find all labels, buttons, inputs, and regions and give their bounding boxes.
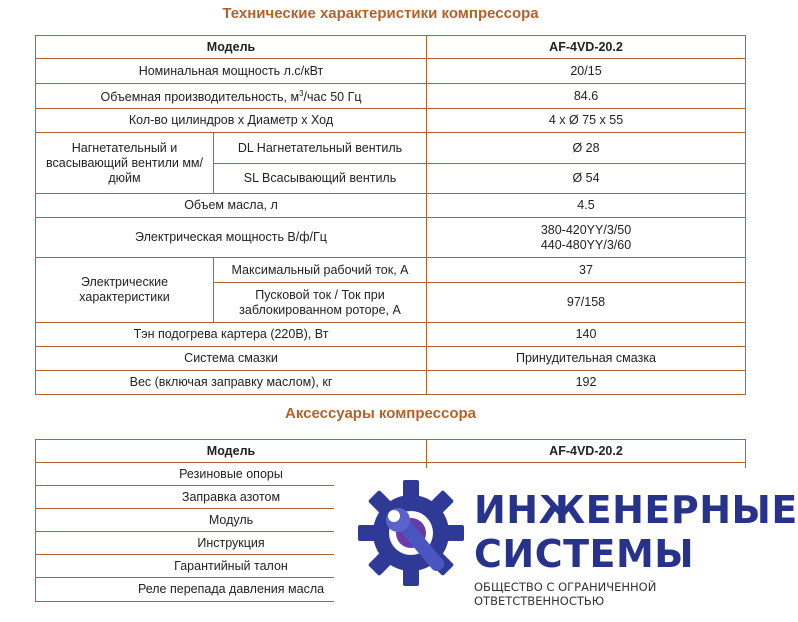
accessory-label: Заправка азотом [36,486,427,509]
valves-group-label: Нагнетательный и всасывающий вентили мм/дюйм [36,133,214,194]
watermark-line-1: ИНЖЕНЕРНЫЕ [474,488,798,532]
accessory-label: Резиновые опоры [36,463,427,486]
table-row [36,218,746,258]
displacement-label: Объемная производительность, $м^3$/час 50 Гц [36,84,427,109]
power-value: 20/15 [427,59,746,84]
electrical-group-label: Электрические характеристики [36,258,214,323]
accessory-label: Гарантийный талон [36,555,427,578]
discharge-valve-value: Ø 28 [427,133,746,164]
table-row [36,323,746,347]
accessories-header-row [36,440,746,463]
gear-wrench-icon [356,478,466,588]
accessory-label: Модуль [36,509,427,532]
table-row [36,194,746,218]
table-row [36,109,746,133]
weight-label: Вес (включая заправку маслом), кг [36,371,427,395]
lubrication-value: Принудительная смазка [427,347,746,371]
specs-title: Технические характеристики компрессора [222,5,539,22]
cylinders-label: Кол-во цилиндров х Диаметр х Ход [36,109,427,133]
max-current-value: 37 [427,258,746,283]
watermark-line-3: ОБЩЕСТВО С ОГРАНИЧЕННОЙ ОТВЕТСТВЕННОСТЬЮ [474,580,657,608]
cylinders-value: 4 х Ø 75 х 55 [427,109,746,133]
accessories-title: Аксессуары компрессора [284,405,477,422]
suction-valve-value: Ø 54 [427,164,746,194]
accessories-header-model: AF-4VD-20.2 [427,440,746,463]
specs-header-label: Модель [36,36,427,59]
lubrication-label: Система смазки [36,347,427,371]
discharge-valve-label: DL Нагнетательный вентиль [214,133,427,164]
watermark-logo [334,468,798,622]
oil-label: Объем масла, л [36,194,427,218]
accessory-label: Реле перепада давления масла [36,578,427,602]
specs-header-row [36,36,746,59]
start-current-label: Пусковой ток / Ток при заблокированном роторе, А [214,283,427,323]
power-label: Номинальная мощность л.с/кВт [36,59,427,84]
accessories-header-label: Модель [36,440,427,463]
table-row [36,59,746,84]
start-current-value: 97/158 [427,283,746,323]
weight-value: 192 [427,371,746,395]
table-row [36,371,746,395]
suction-valve-label: SL Всасывающий вентиль [214,164,427,194]
heater-value: 140 [427,323,746,347]
specs-table [35,35,746,395]
specs-header-model: AF-4VD-20.2 [427,36,746,59]
table-row [36,347,746,371]
table-row [36,258,746,283]
accessory-label: Инструкция [36,532,427,555]
oil-value: 4.5 [427,194,746,218]
displacement-value: 84.6 [427,84,746,109]
heater-label: Тэн подогрева картера (220В), Вт [36,323,427,347]
watermark-line-2: СИСТЕМЫ [474,532,695,576]
max-current-label: Максимальный рабочий ток, А [214,258,427,283]
table-row [36,133,746,164]
table-row [36,84,746,109]
electric-power-label: Электрическая мощность В/ф/Гц [36,218,427,258]
electric-power-value: 380-420YY/3/50 440-480YY/3/60 [427,218,746,258]
